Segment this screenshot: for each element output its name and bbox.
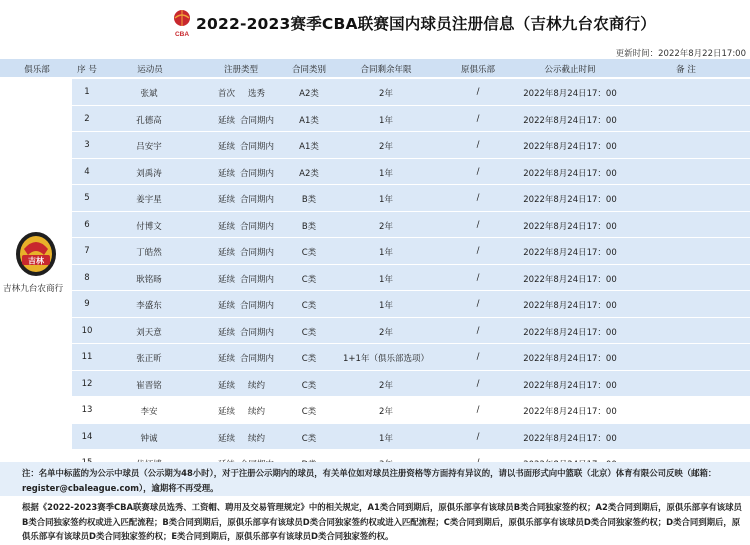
jilin-club-logo-icon bbox=[14, 229, 58, 279]
svg-text:CBA: CBA bbox=[174, 31, 190, 38]
notice-text: 注：名单中标蓝的为公示中球员（公示期为48小时），对于注册公示期内的球员，有关单位如对球员注册资格等方面持有异议的，请以书面形式向中篮联（北京）体育有限公司反映（邮箱：register@cbaleague.com），逾期将不再受理。 bbox=[22, 468, 717, 493]
table-header bbox=[0, 59, 750, 77]
table-row: 5 姜宇星 延续 合同期内 B类 1年 / 2022年8月24日17：00 bbox=[72, 185, 750, 212]
col-deadline: 公示截止时间 bbox=[544, 65, 596, 75]
page-title: 2022-2023赛季CBA联赛国内球员注册信息（吉林九台农商行） bbox=[196, 15, 656, 33]
table-row: 1 张斌 首次 选秀 A2类 2年 / 2022年8月24日17：00 bbox=[72, 79, 750, 106]
col-remark: 备 注 bbox=[676, 65, 696, 75]
table-row: 10 刘天意 延续 合同期内 C类 2年 / 2022年8月24日17：00 bbox=[72, 318, 750, 345]
page-header bbox=[0, 0, 750, 46]
col-prev-club: 原俱乐部 bbox=[460, 65, 496, 75]
col-years-left: 合同剩余年限 bbox=[360, 65, 412, 75]
col-reg-type: 注册类型 bbox=[223, 65, 259, 75]
table-row: 11 张正昕 延续 合同期内 C类 1+1年（俱乐部选项） / 2022年8月24日17：00 bbox=[72, 344, 750, 371]
update-time: 更新时间：2022年8月22日17:00 bbox=[615, 49, 746, 59]
table-row: 13 李安 延续 续约 C类 2年 / 2022年8月24日17：00 bbox=[72, 397, 750, 424]
table-row: 6 付博文 延续 合同期内 B类 2年 / 2022年8月24日17：00 bbox=[72, 212, 750, 239]
table-row: 8 耿铭旸 延续 合同期内 C类 1年 / 2022年8月24日17：00 bbox=[72, 265, 750, 292]
contract-rules-note bbox=[0, 500, 750, 545]
table-row: 3 吕安宇 延续 合同期内 A1类 2年 / 2022年8月24日17：00 bbox=[72, 132, 750, 159]
players-table bbox=[72, 79, 750, 477]
club-name: 吉林九台农商行 bbox=[3, 284, 64, 294]
table-row: 12 崔晋铭 延续 续约 C类 2年 / 2022年8月24日17：00 bbox=[72, 371, 750, 398]
contract-rules-text: 根据《2022-2023赛季CBA联赛球员选秀、工资帽、聘用及交易管理规定》中的相关规定，A1类合同到期后，原俱乐部享有该球员B类合同独家签约权；A2类合同到期后，原俱乐部享有该球员B类合同独家签约权或进入匹配流程；B类合同到期后，原俱乐部享有该球员D类合同独家签约权或进入匹配流程；C类合同到期后，原俱乐部享有该球员D类合同独家签约权；D类合同到期后，原俱乐部享有该球员D类合同独家签约权；E类合同到期后，原俱乐部享有该球员D类合同独家签约权。 bbox=[22, 502, 742, 542]
table-row: 2 孔德高 延续 合同期内 A1类 1年 / 2022年8月24日17：00 bbox=[72, 106, 750, 133]
table-row: 7 丁皓然 延续 合同期内 C类 1年 / 2022年8月24日17：00 bbox=[72, 238, 750, 265]
col-contract-class: 合同类别 bbox=[291, 65, 327, 75]
svg-text:吉林: 吉林 bbox=[28, 256, 44, 266]
notice-note bbox=[0, 462, 750, 496]
cba-logo-icon bbox=[172, 9, 192, 39]
col-club: 俱乐部 bbox=[24, 65, 50, 75]
col-player: 运动员 bbox=[137, 65, 163, 75]
table-row: 9 李盛东 延续 合同期内 C类 1年 / 2022年8月24日17：00 bbox=[72, 291, 750, 318]
club-cell bbox=[0, 79, 72, 462]
table-row: 4 刘禹涛 延续 合同期内 A2类 1年 / 2022年8月24日17：00 bbox=[72, 159, 750, 186]
col-no: 序 号 bbox=[77, 65, 97, 75]
table-row: 14 钟诚 延续 续约 C类 1年 / 2022年8月24日17：00 bbox=[72, 424, 750, 451]
